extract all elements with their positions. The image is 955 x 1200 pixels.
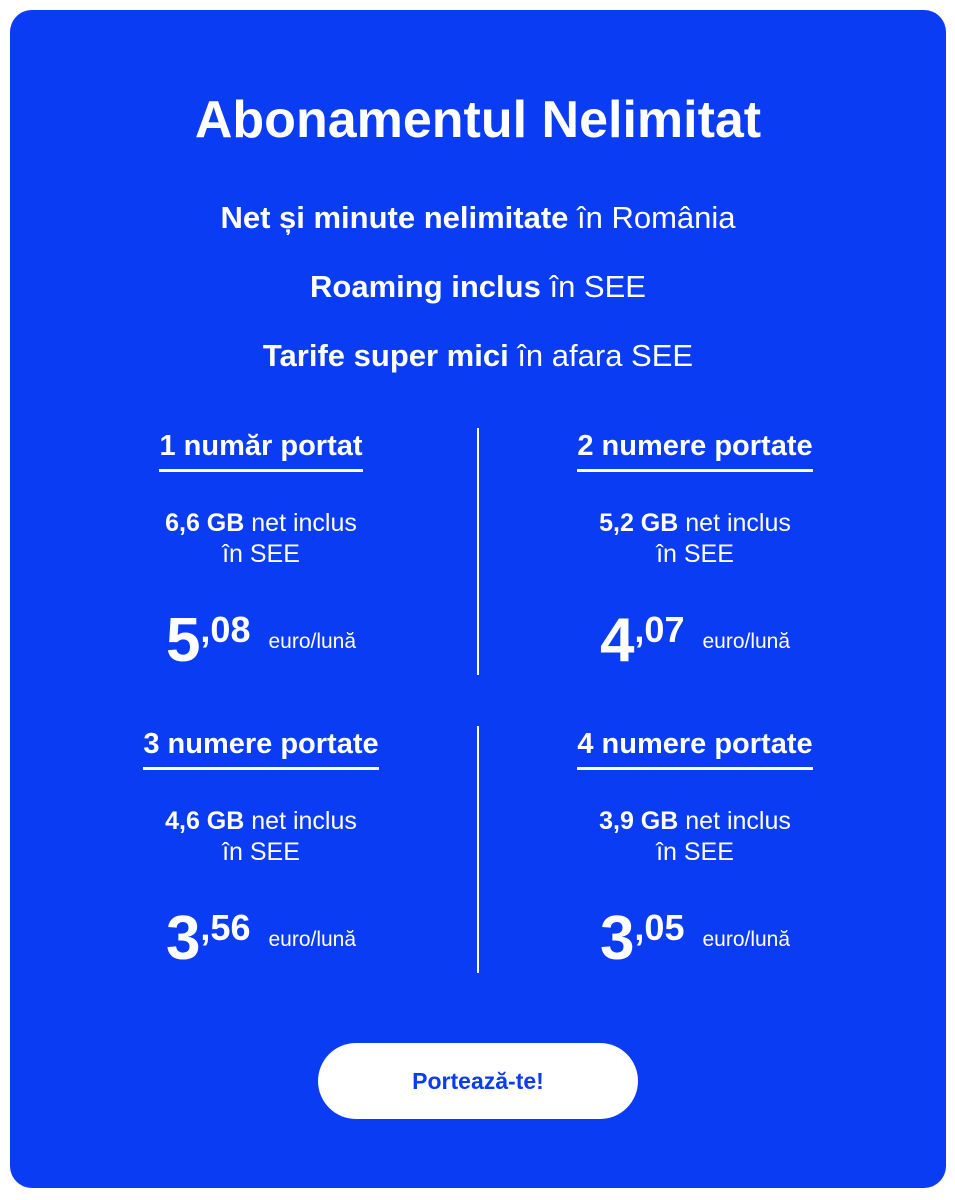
column-divider	[477, 726, 479, 973]
price-unit: euro/lună	[702, 630, 791, 653]
price-integer: 3	[165, 904, 201, 973]
plan-card	[10, 10, 946, 1188]
port-number-button[interactable]: Portează-te!	[318, 1043, 638, 1119]
plan-data-amount: 3,9 GB	[599, 807, 679, 835]
plan-title: 1 număr portat	[159, 430, 362, 472]
plan-data-amount: 6,6 GB	[165, 509, 245, 537]
plan-data-allowance	[91, 508, 431, 570]
plan-price	[91, 606, 431, 675]
plan-price	[91, 904, 431, 973]
price-decimals: ,07	[634, 609, 685, 650]
price-integer: 4	[599, 606, 635, 675]
card-title: Abonamentul Nelimitat	[194, 91, 762, 149]
feature-unlimited	[10, 200, 946, 236]
price-integer: 3	[599, 904, 635, 973]
plan-4-numbers	[525, 728, 865, 973]
column-divider	[477, 428, 479, 675]
price-decimals: ,08	[200, 609, 251, 650]
plan-data-label: net inclus	[678, 509, 791, 537]
plan-data-region: în SEE	[656, 540, 734, 568]
plan-1-number	[91, 430, 431, 675]
plan-price	[525, 606, 865, 675]
plan-3-numbers	[91, 728, 431, 973]
plan-data-amount: 4,6 GB	[165, 807, 245, 835]
plan-data-region: în SEE	[222, 540, 300, 568]
plan-data-allowance	[525, 806, 865, 868]
plan-data-allowance	[525, 508, 865, 570]
plan-data-region: în SEE	[222, 838, 300, 866]
plan-data-label: net inclus	[244, 807, 357, 835]
price-integer: 5	[165, 606, 201, 675]
plan-title: 4 numere portate	[577, 728, 812, 770]
plan-title: 2 numere portate	[577, 430, 812, 472]
price-unit: euro/lună	[268, 928, 357, 951]
feature-highlight: Tarife super mici	[262, 338, 509, 373]
plan-data-region: în SEE	[656, 838, 734, 866]
feature-highlight: Net și minute nelimitate	[220, 200, 569, 235]
price-unit: euro/lună	[268, 630, 357, 653]
feature-text: în afara SEE	[508, 338, 694, 373]
plan-data-label: net inclus	[678, 807, 791, 835]
feature-rates	[10, 338, 946, 374]
feature-text: în România	[568, 200, 736, 235]
plan-data-label: net inclus	[244, 509, 357, 537]
feature-highlight: Roaming inclus	[310, 269, 541, 304]
plan-2-numbers	[525, 430, 865, 675]
plan-price	[525, 904, 865, 973]
plan-data-amount: 5,2 GB	[599, 509, 679, 537]
feature-roaming	[10, 269, 946, 305]
price-decimals: ,56	[200, 907, 251, 948]
plan-title: 3 numere portate	[143, 728, 378, 770]
feature-text: în SEE	[540, 269, 646, 304]
price-decimals: ,05	[634, 907, 685, 948]
price-unit: euro/lună	[702, 928, 791, 951]
plan-data-allowance	[91, 806, 431, 868]
